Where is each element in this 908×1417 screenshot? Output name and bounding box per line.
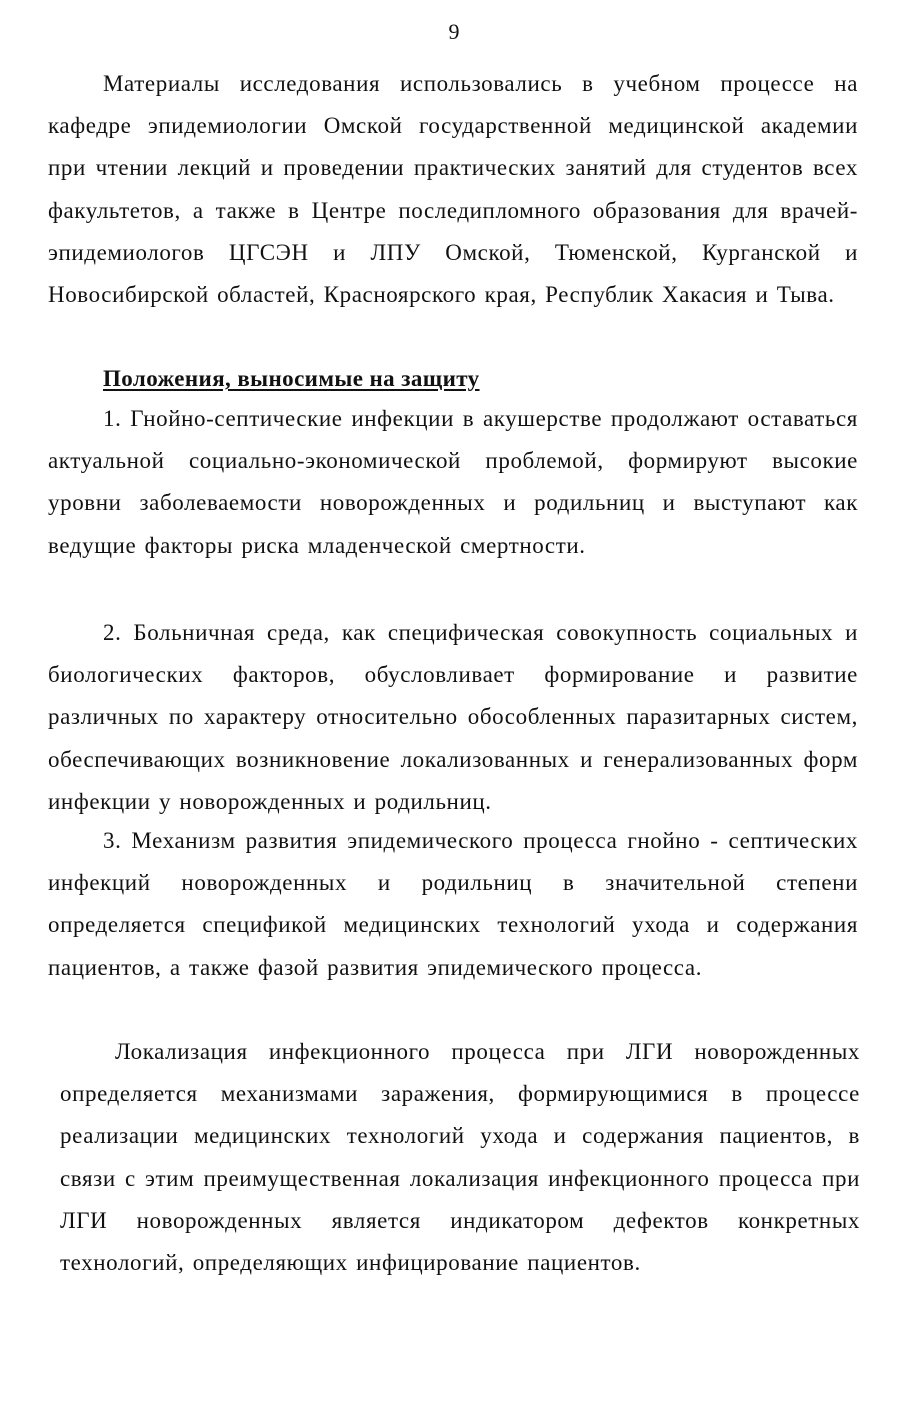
- intro-paragraph: Материалы исследования использовались в учебном процессе на кафедре эпидемиологии Омской государственной медицинской академии при чтении лекций и проведении практических занятий для студентов всех факультетов, а также в Центре последипломного образования для врачей-эпидемиологов ЦГСЭН и ЛПУ Омской, Тюменской, Курганской и Новосибирской областей, Красноярского края, Республик Хакасия и Тыва.: [48, 71, 858, 308]
- conclusion-paragraph: Локализация инфекционного процесса при ЛГИ новорожденных определяется механизмами заражения, формирующимися в процессе реализации медицинских технологий ухода и содержания пациентов, в связи с этим преимущественная локализация инфекционного процесса при ЛГИ новорожденных является индикатором дефектов конкретных технологий, определяющих инфицирование пациентов.: [60, 1039, 860, 1276]
- section-heading: Положения, выносимые на защиту: [103, 366, 480, 391]
- thesis-paragraph-2: 2. Больничная среда, как специфическая совокупность социальных и биологических факторов, обусловливает формирование и развитие различных по характеру относительно обособленных паразитарных систем, обеспечивающих возникновение локализованных и генерализованных форм инфекции у новорожденных и родильниц.: [48, 620, 858, 814]
- thesis-paragraph-1: 1. Гнойно-септические инфекции в акушерстве продолжают оставаться актуальной социально-экономической проблемой, формируют высокие уровни заболеваемости новорожденных и родильниц и выступают как ведущие факторы риска младенческой смертности.: [48, 406, 858, 558]
- thesis-paragraph-3: 3. Механизм развития эпидемического процесса гнойно - септических инфекций новорожденных и родильниц в значительной степени определяется спецификой медицинских технологий ухода и содержания пациентов, а также фазой развития эпидемического процесса.: [48, 828, 858, 980]
- page-number: 9: [448, 19, 460, 44]
